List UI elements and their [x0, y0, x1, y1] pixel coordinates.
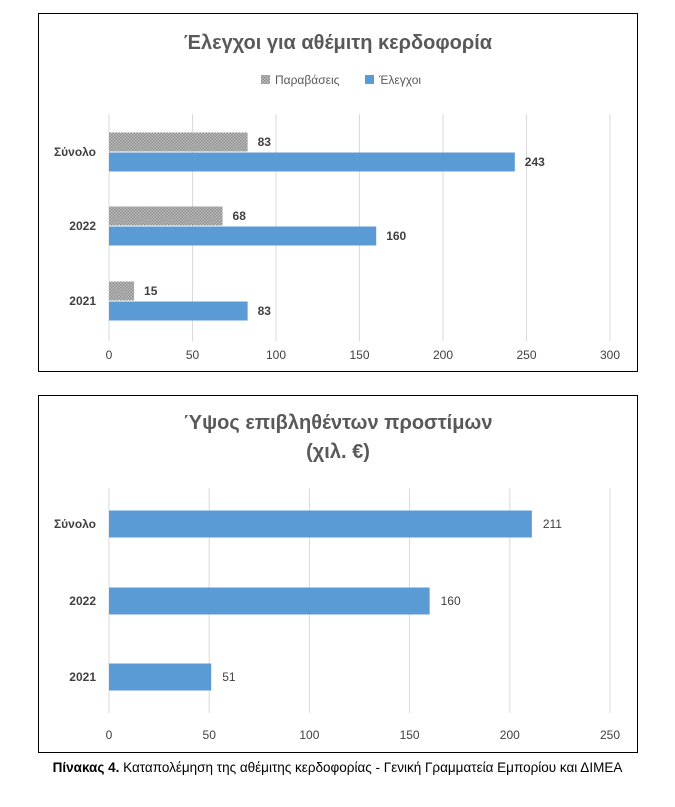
chart-profiteering-checks: [38, 13, 638, 372]
chart2-x-tick-label: 0: [105, 728, 113, 742]
legend-swatch-violations: [261, 75, 270, 84]
chart2-x-tick-label: 50: [202, 728, 216, 742]
checks-data-label: 160: [386, 229, 407, 243]
chart1-category-label: 2022: [69, 219, 96, 233]
chart1-svg: [39, 14, 639, 373]
violations-bar: [109, 133, 248, 152]
fines-bar: [109, 664, 211, 691]
chart1-x-tick-label: 100: [265, 348, 287, 362]
chart-fines-amount: [38, 395, 638, 753]
violations-data-label: 68: [232, 209, 246, 223]
checks-bar: [109, 227, 376, 246]
fines-data-label: 211: [542, 517, 562, 531]
checks-bar: [109, 153, 515, 172]
violations-data-label: 83: [257, 135, 271, 149]
chart1-x-tick-label: 200: [432, 348, 454, 362]
table-caption: [0, 758, 675, 778]
chart1-x-tick-label: 250: [516, 348, 537, 362]
chart2-x-tick-label: 100: [299, 728, 320, 742]
chart2-x-tick-label: 200: [499, 728, 520, 742]
chart1-x-tick-label: 0: [105, 348, 113, 362]
fines-bar: [109, 588, 430, 615]
chart1-category-label: Σύνολο: [53, 145, 96, 159]
chart2-category-label: 2021: [69, 670, 96, 684]
checks-data-label: 83: [257, 304, 271, 318]
checks-data-label: 243: [524, 155, 545, 169]
chart2-title-line2: (χιλ. €): [306, 441, 370, 463]
chart2-category-label: Σύνολο: [53, 517, 96, 531]
violations-bar: [109, 282, 134, 301]
legend-label-checks: Έλεγχοι: [379, 73, 422, 87]
fines-bar: [109, 511, 532, 538]
caption-label: Πίνακας 4.: [52, 760, 120, 775]
chart1-legend: [261, 73, 421, 87]
chart2-category-label: 2022: [69, 594, 96, 608]
legend-swatch-checks: [365, 75, 374, 84]
chart1-x-tick-label: 50: [185, 348, 200, 362]
chart2-svg: [39, 396, 639, 754]
fines-data-label: 160: [440, 594, 461, 608]
fines-data-label: 51: [222, 670, 236, 684]
checks-bar: [109, 302, 248, 321]
caption-text: Καταπολέμηση της αθέμιτης κερδοφορίας - Γενική Γραμματεία Εμπορίου και ΔΙΜΕΑ: [119, 760, 623, 775]
chart1-x-tick-label: 300: [599, 348, 621, 362]
chart2-x-tick-label: 250: [599, 728, 621, 742]
chart2-title-line1: Ύψος επιβληθέντων προστίμων: [183, 412, 493, 434]
chart1-title: Έλεγχοι για αθέμιτη κερδοφορία: [183, 32, 493, 54]
legend-label-violations: Παραβάσεις: [275, 73, 340, 87]
violations-data-label: 15: [144, 284, 158, 298]
chart1-x-tick-label: 150: [349, 348, 370, 362]
violations-bar: [109, 207, 223, 226]
chart1-category-label: 2021: [69, 294, 96, 308]
chart2-x-tick-label: 150: [399, 728, 420, 742]
